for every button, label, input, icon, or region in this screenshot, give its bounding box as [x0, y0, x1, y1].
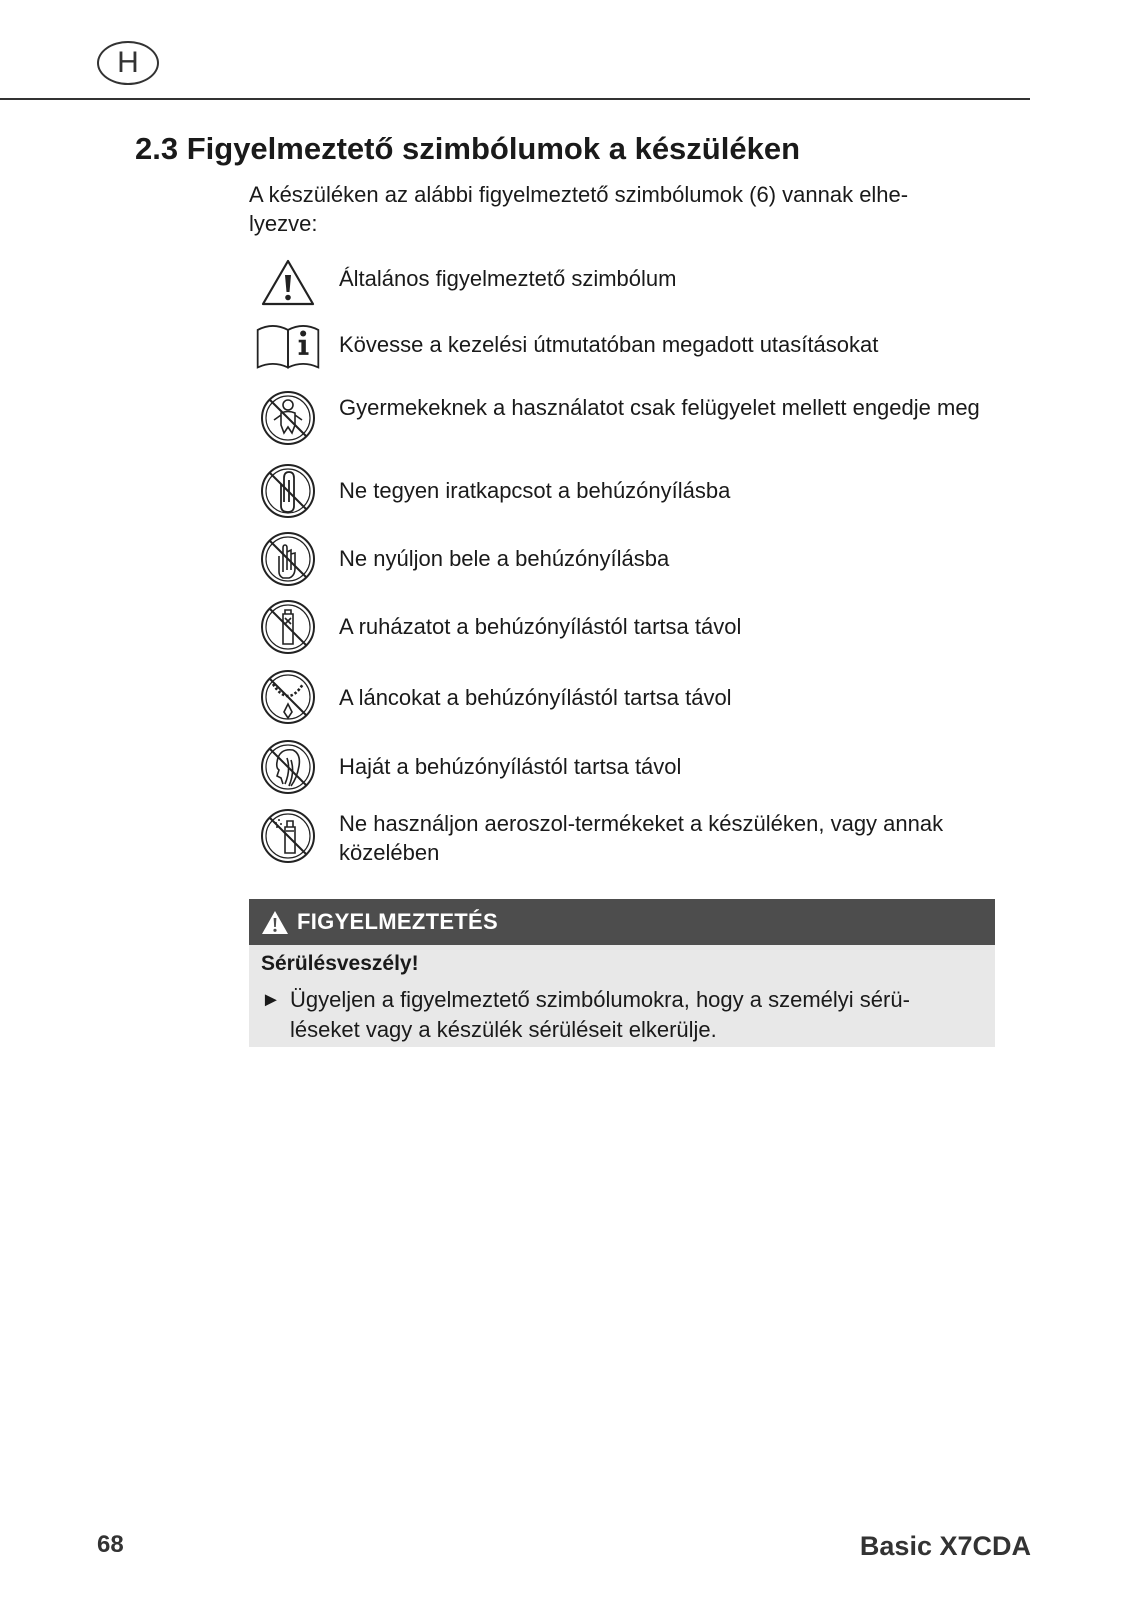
warning-box [249, 899, 995, 1047]
symbol-label: Gyermekeknek a használatot csak felügyelet mellett engedje meg [339, 395, 980, 420]
section-title: 2.3 Figyelmeztető szimbólumok a készüléken [135, 131, 801, 166]
symbol-label: A láncokat a behúzónyílástól tartsa távol [339, 685, 732, 710]
symbol-label: Ne használjon aeroszol-termékeket a készüléken, vagy annak közelében [339, 811, 944, 865]
section-intro: A készüléken az alábbi figyelmeztető szimbólumok (6) vannak elhe- lyezve: [249, 182, 909, 236]
symbol-label: Kövesse a kezelési útmutatóban megadott utasításokat [339, 332, 879, 357]
warning-triangle-icon [261, 910, 289, 935]
warning-header [249, 899, 995, 945]
model-name: Basic X7CDA [859, 1531, 1031, 1561]
language-badge [97, 41, 159, 85]
warning-instruction [261, 985, 981, 1045]
danger-label: Sérülésveszély! [261, 952, 419, 975]
no-hair-icon [255, 738, 321, 796]
no-hand-icon [255, 530, 321, 588]
no-clothing-icon [255, 598, 321, 656]
bullet-arrow-icon: ► [261, 989, 281, 1011]
warning-title: FIGYELMEZTETÉS [297, 909, 498, 934]
language-code: H [117, 46, 139, 79]
symbol-label: Haját a behúzónyílástól tartsa távol [339, 754, 682, 779]
no-children-icon [255, 389, 321, 447]
symbol-label: A ruházatot a behúzónyílástól tartsa távol [339, 614, 742, 639]
instruction-text: Ügyeljen a figyelmeztető szimbólumokra, hogy a személyi sérü- léseket vagy a készülék sérüléseit elkerülje. [290, 987, 910, 1042]
page-number: 68 [97, 1531, 124, 1558]
no-necklace-icon [255, 668, 321, 726]
symbol-label: Általános figyelmeztető szimbólum [339, 266, 677, 291]
symbol-label: Ne nyúljon bele a behúzónyílásba [339, 546, 670, 571]
no-paperclip-icon [255, 462, 321, 520]
symbol-label: Ne tegyen iratkapcsot a behúzónyílásba [339, 478, 731, 503]
header-divider [0, 98, 1030, 100]
read-manual-icon [255, 318, 321, 374]
general-warning-icon [255, 258, 321, 308]
no-aerosol-icon [255, 807, 321, 865]
